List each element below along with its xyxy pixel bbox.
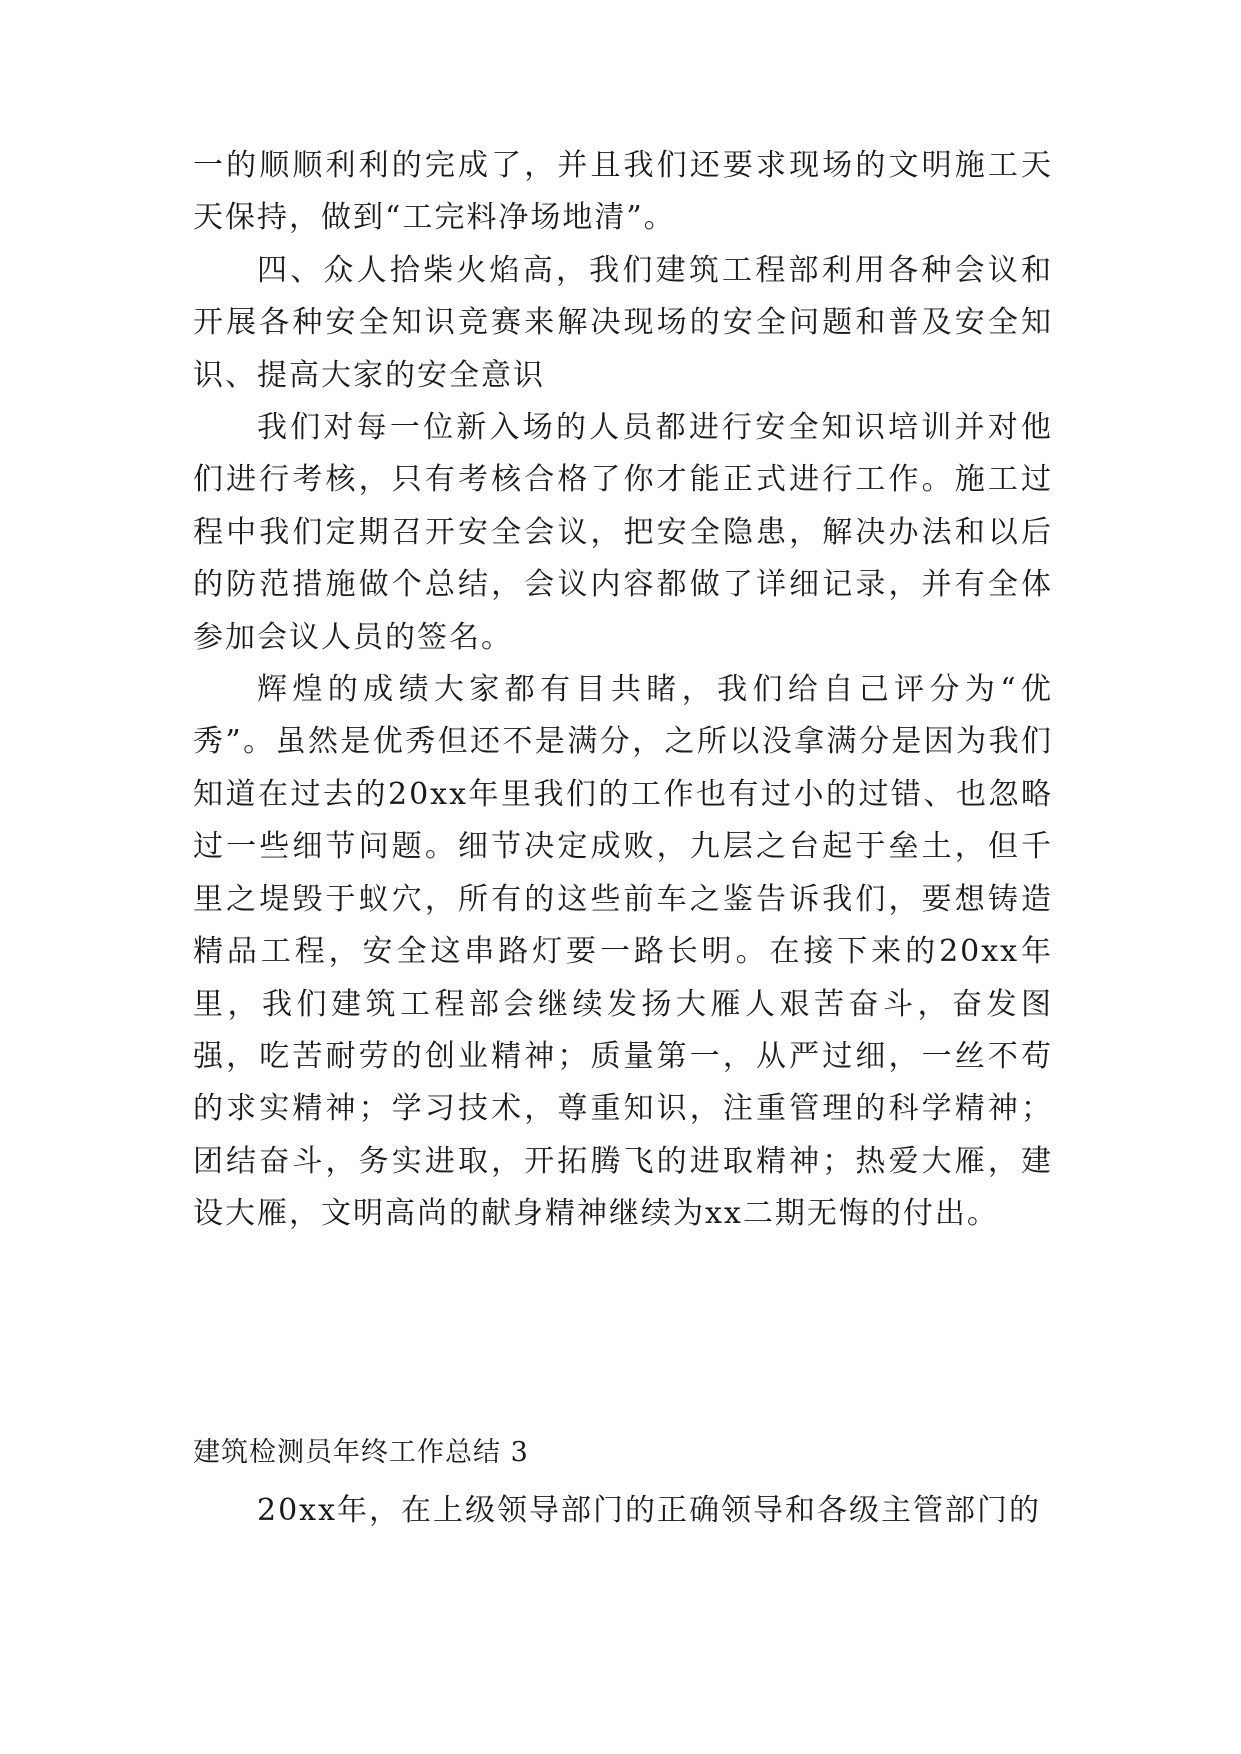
paragraph-section-four-heading: 四、众人拾柴火焰高，我们建筑工程部利用各种会议和开展各种安全知识竞赛来解决现场的安全问题和普及安全知识、提高大家的安全意识 bbox=[193, 252, 1053, 393]
document-body bbox=[193, 140, 1053, 1241]
paragraph-safety-training: 我们对每一位新入场的人员都进行安全知识培训并对他们进行考核，只有考核合格了你才能正式进行工作。施工过程中我们定期召开安全会议，把安全隐患，解决办法和以后的防范措施做个总结，会议内容都做了详细记录，并有全体参加会议人员的签名。 bbox=[193, 410, 1053, 655]
paragraph-continuation: 一的顺顺利利的完成了，并且我们还要求现场的文明施工天天保持，做到“工完料净场地清”。 bbox=[193, 148, 1053, 236]
paragraph-section-three-intro: 20xx年，在上级领导部门的正确领导和各级主管部门的 bbox=[257, 1493, 1042, 1528]
paragraph-achievements: 辉煌的成绩大家都有目共睹，我们给自己评分为“优秀”。虽然是优秀但还不是满分，之所以没拿满分是因为我们知道在过去的20xx年里我们的工作也有过小的过错、也忽略过一些细节问题。细节决定成败，九层之台起于垒土，但千里之堤毁于蚁穴，所有的这些前车之鉴告诉我们，要想铸造精品工程，安全这串路灯要一路长明。在接下来的20xx年里，我们建筑工程部会继续发扬大雁人艰苦奋斗，奋发图强，吃苦耐劳的创业精神；质量第一，从严过细，一丝不苟的求实精神；学习技术，尊重知识，注重管理的科学精神；团结奋斗，务实进取，开拓腾飞的进取精神；热爱大雁，建设大雁，文明高尚的献身精神继续为xx二期无悔的付出。 bbox=[193, 672, 1053, 1232]
section-heading: 建筑检测员年终工作总结 3 bbox=[193, 1437, 529, 1468]
